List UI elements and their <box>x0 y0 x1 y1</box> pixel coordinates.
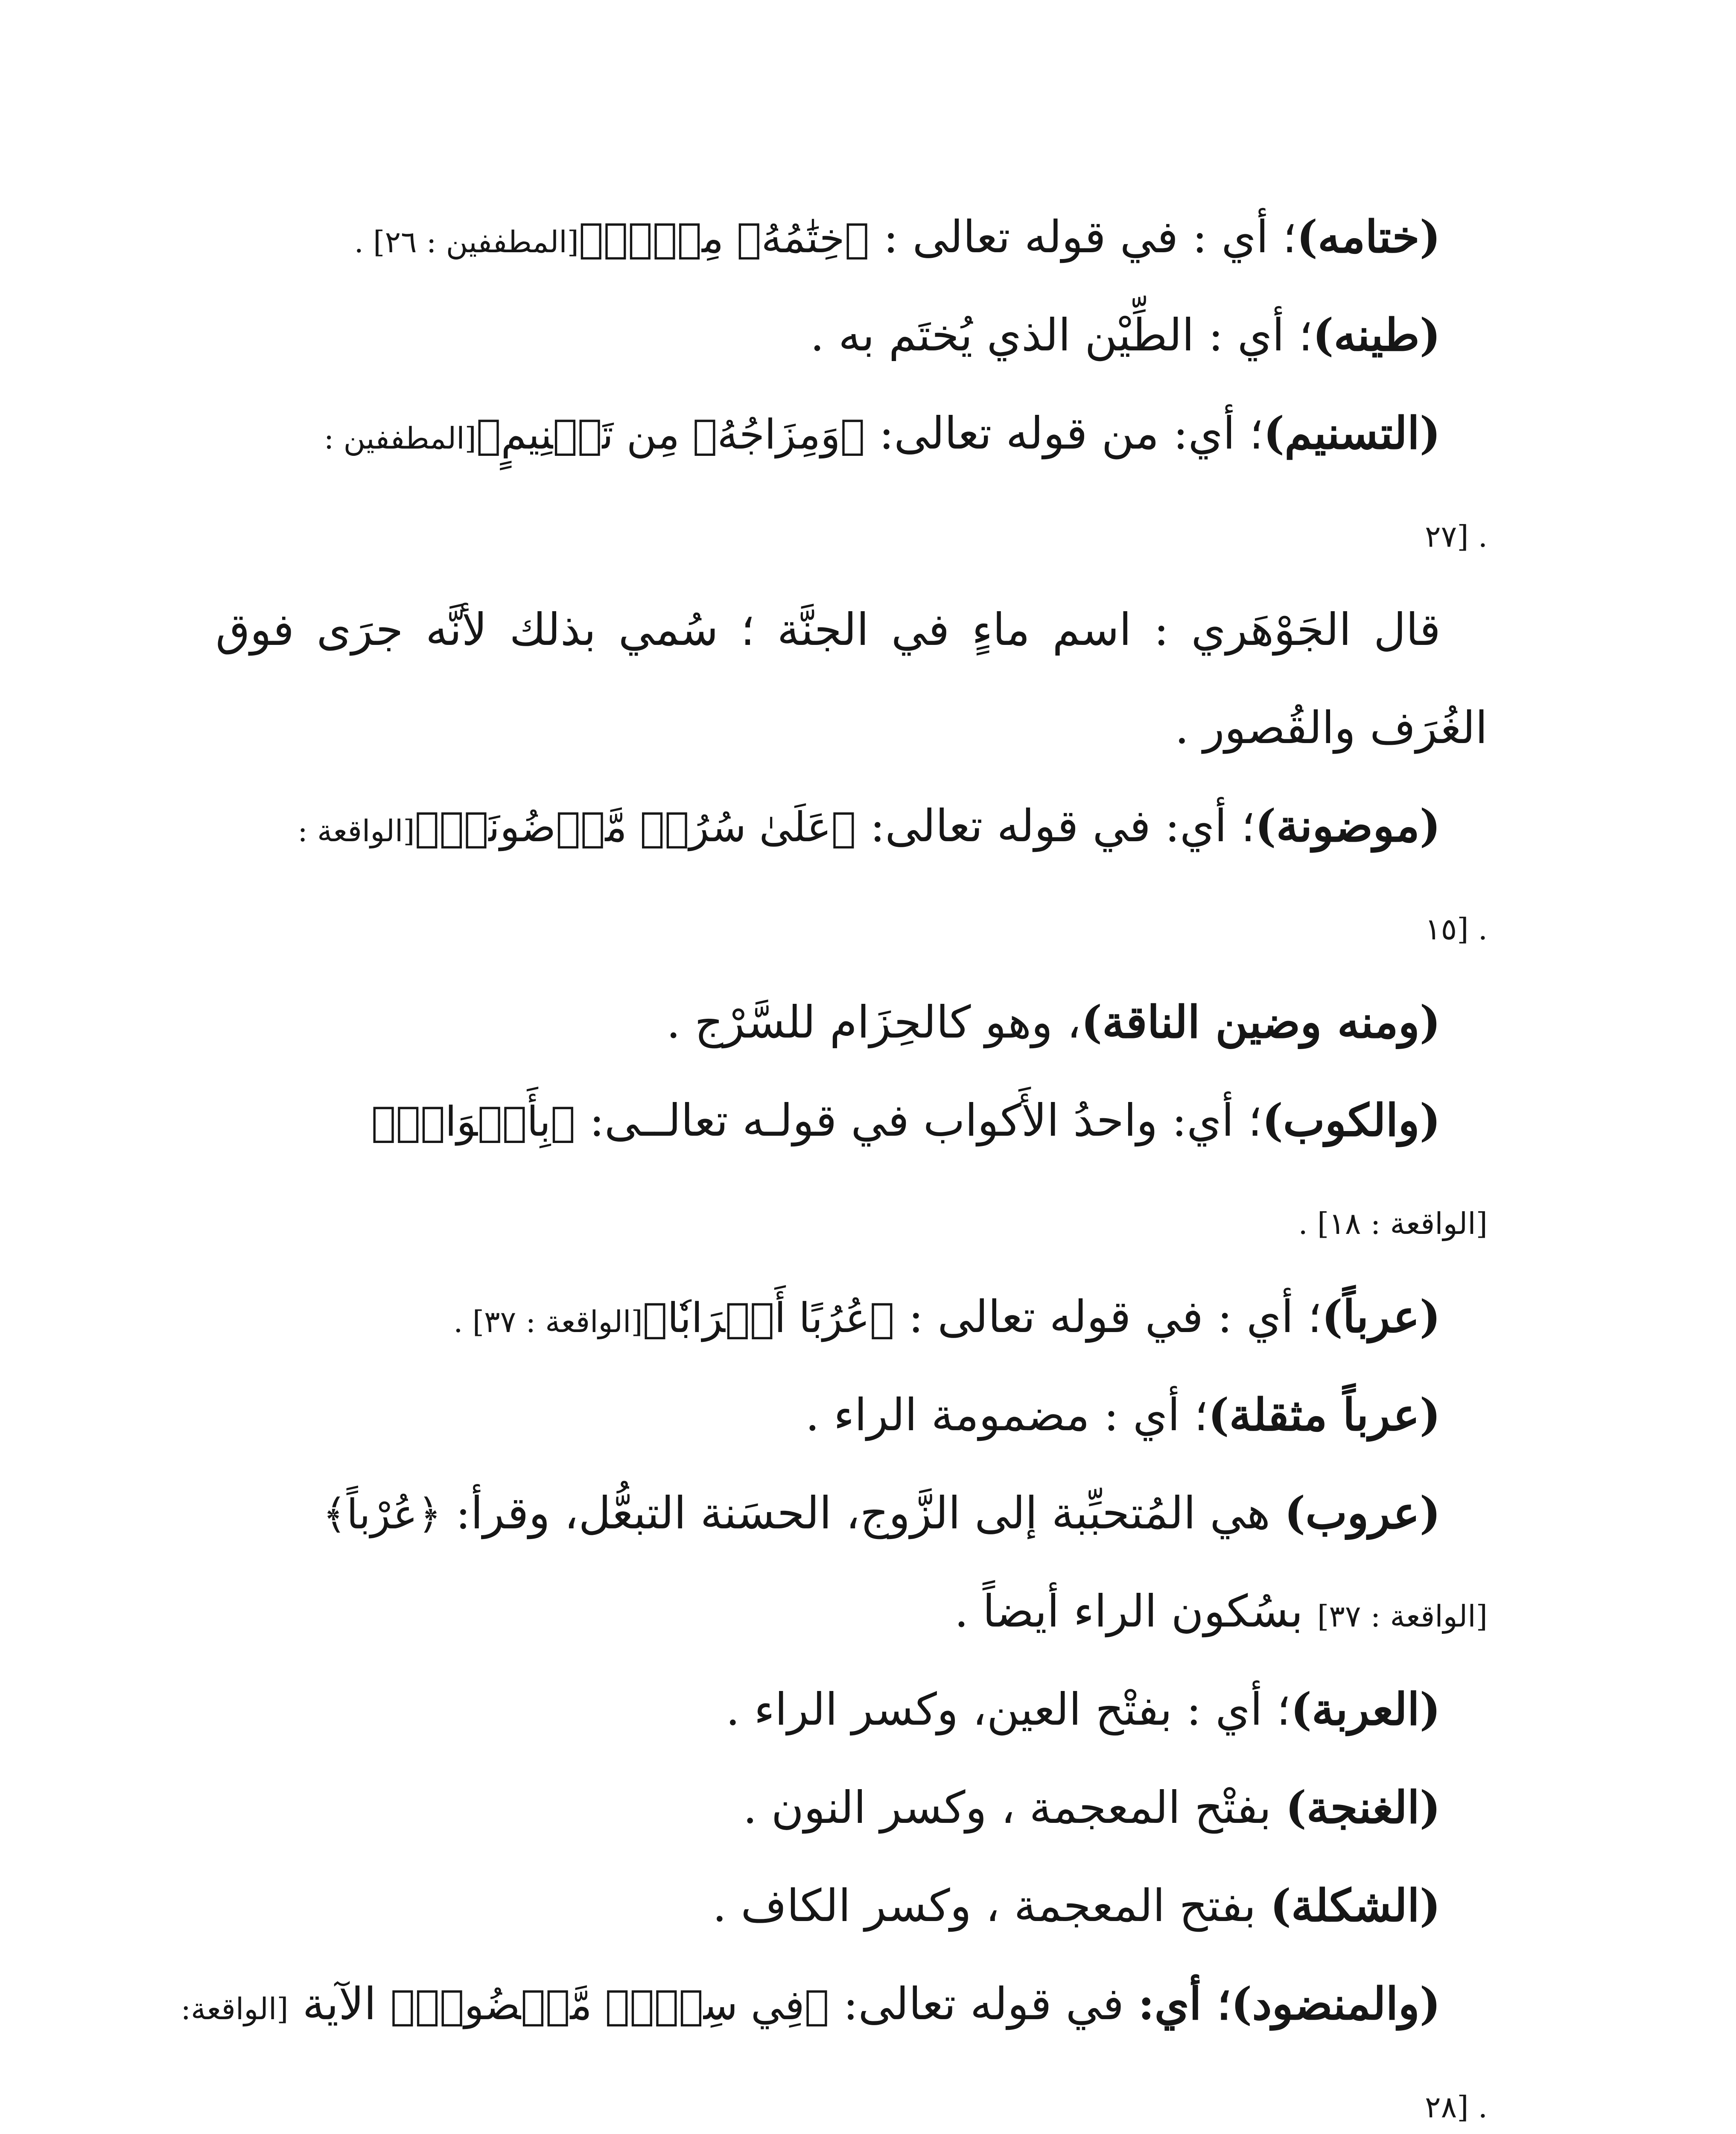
entry-text: ؛ أي: من قوله تعالى: <box>865 407 1263 459</box>
verse-reference-continuation: . [١٥ <box>1424 912 1488 947</box>
entry-text: ، وهو كالحِزَام للسَّرْج . <box>666 996 1081 1048</box>
entry-line <box>216 1857 1488 1955</box>
verse-reference: [المطففين : ٢٦] . <box>354 224 579 259</box>
entry-term: (الشكلة) <box>1270 1879 1441 1932</box>
entry-continuation <box>216 875 1488 973</box>
quran-verse: ﴿فِي سِدۡرٖ مَّخۡضُودٖ﴾ <box>390 1981 829 2029</box>
entry-text: ؛ أي : في قوله تعالى : <box>894 1291 1322 1343</box>
paragraph-line: قال الجَوْهَري : اسم ماءٍ في الجنَّة ؛ سُمي بذلك لأنَّه جرَى فوق <box>216 603 1441 656</box>
quran-verse: ﴿وَمِزَاجُهُۥ مِن تَسۡنِيمٍ﴾ <box>476 411 865 458</box>
entry-term: (ومنه وضين الناقة) <box>1081 996 1441 1048</box>
entry-line <box>216 188 1488 286</box>
main-text <box>181 188 1488 2134</box>
verse-reference-continuation: . [٢٨ <box>1424 2090 1488 2125</box>
entry-text: ؛ أي : مضمومة الراء . <box>805 1389 1208 1441</box>
entry-continuation <box>216 1562 1488 1660</box>
entry-line <box>216 1660 1488 1758</box>
verse-reference: [المطففين : <box>324 421 476 456</box>
paragraph-line: الغُرَف والقُصور . <box>1175 702 1488 754</box>
entry-text-bold: ؛ أي: <box>1138 1977 1231 2030</box>
entry-text: ؛ أي : الطِّيْن الذي يُختَم به . <box>810 309 1313 361</box>
entry-line <box>216 1268 1488 1366</box>
entry-term: (التسنيم) <box>1263 407 1441 459</box>
entry-text: ؛ أي : بفتْح العين، وكسر الراء . <box>726 1683 1291 1735</box>
entry-line <box>216 1366 1488 1464</box>
entry-line <box>181 1955 1488 2053</box>
quran-verse: ﴿عَلَىٰ سُرُرٖ مَّوۡضُونَةٖ﴾ <box>414 803 856 851</box>
verse-reference: [الواقعة : ٣٧] <box>1317 1599 1488 1634</box>
entry-line <box>216 973 1488 1071</box>
entry-text: ؛ أي : في قوله تعالى : <box>869 211 1297 263</box>
quran-verse: ﴿عُرْباً﴾ <box>322 1490 442 1538</box>
entry-term: (عرباً) <box>1322 1290 1441 1343</box>
entry-term: (طينه) <box>1313 309 1441 361</box>
entry-text: بفتح المعجمة ، وكسر الكاف . <box>712 1880 1270 1932</box>
entry-line <box>216 1758 1488 1857</box>
entry-text: الآية <box>288 1978 391 2030</box>
quran-verse: ﴿عُرُبًا أَتۡرَابٗا﴾ <box>642 1294 895 1342</box>
entry-term: (عرباً مثقلة) <box>1208 1388 1441 1441</box>
verse-reference: [الواقعة : ٣٧] . <box>453 1304 643 1339</box>
verse-reference-continuation: . [٢٧ <box>1424 519 1488 554</box>
entry-term: (والكوب) <box>1262 1094 1441 1146</box>
entry-line <box>216 1071 1488 1169</box>
entry-term: (والمنضود) <box>1231 1977 1441 2030</box>
entry-text-continuation: بسُكون الراء أيضاً . <box>954 1585 1317 1637</box>
entry-continuation <box>216 2053 1488 2134</box>
entry-text: ؛ أي: في قوله تعالى: <box>856 800 1255 852</box>
entry-line <box>216 384 1488 482</box>
entry-text: بفتْح المعجمة ، وكسر النون . <box>743 1781 1286 1834</box>
quran-verse: ﴿بِأَكۡوَابٖ﴾ <box>371 1098 575 1146</box>
quran-verse: ﴿خِتَٰمُهُۥ مِسۡكٞ﴾ <box>578 214 869 262</box>
entry-text: ؛ أي: واحدُ الأَكواب في قولـه تعالــى: <box>575 1094 1262 1146</box>
entry-line <box>216 1464 1488 1562</box>
verse-reference: [الواقعة : <box>298 813 415 848</box>
entry-term: (العربة) <box>1290 1683 1441 1735</box>
entry-term: (موضونة) <box>1255 799 1441 852</box>
entry-continuation <box>216 1169 1488 1268</box>
entry-line <box>216 286 1488 384</box>
entry-term: (ختامه) <box>1296 210 1441 263</box>
entry-line <box>216 777 1488 875</box>
entry-continuation <box>216 482 1488 580</box>
verse-reference-continuation: [الواقعة : ١٨] . <box>1298 1206 1488 1241</box>
verse-reference: [الواقعة: <box>181 1991 289 2026</box>
entry-term: (عروب) <box>1284 1487 1441 1539</box>
entry-text: هي المُتحبِّبة إلى الزَّوج، الحسَنة التبعُّل، وقرأ: <box>441 1487 1285 1539</box>
entry-text: في قوله تعالى: <box>829 1978 1138 2030</box>
entry-term: (الغنجة) <box>1285 1781 1441 1834</box>
